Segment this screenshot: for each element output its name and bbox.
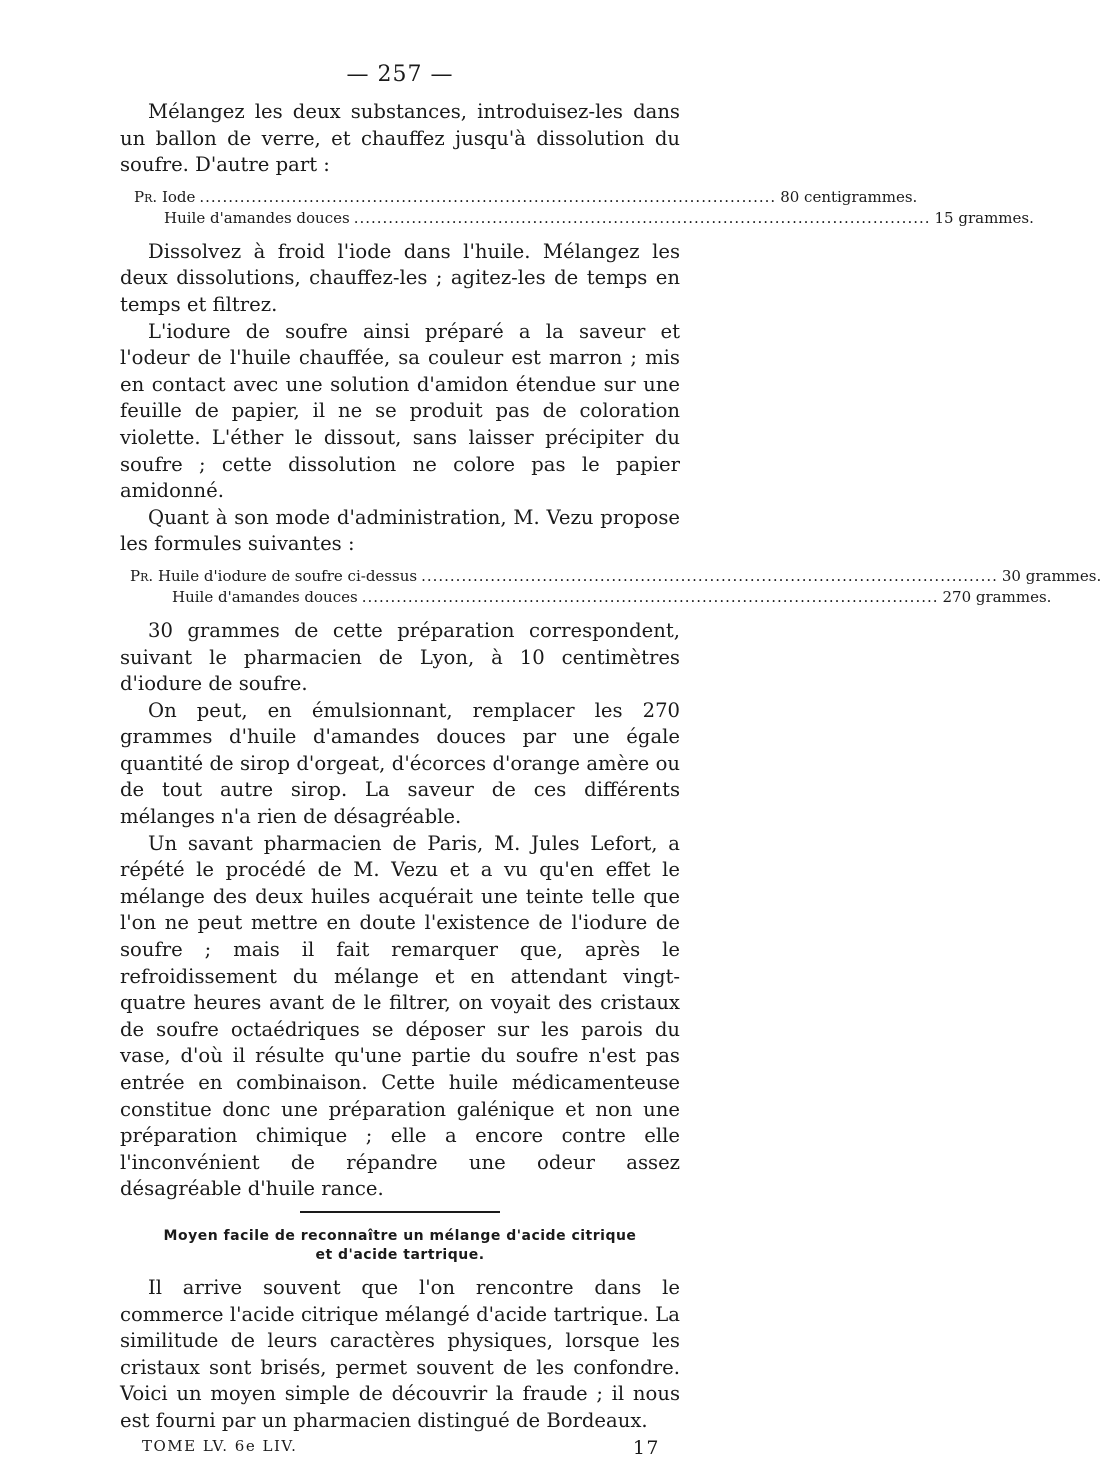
section-divider [300,1211,500,1213]
paragraph-5: 30 grammes de cette préparation correspondent, suivant le pharmacien de Lyon, à 10 centimètres d'iodure de soufre. [120,618,680,696]
recipe-2 [120,566,1101,608]
paragraph-8: Il arrive souvent que l'on rencontre dans le commerce l'acide citrique mélangé d'acide tartrique. La similitude de leurs caractères physiques, lorsque les cristaux sont brisés, permet souvent de les confondre. Voici un moyen simple de découvrir la fraude ; il nous est fourni par un pharmacien distingué de Bordeaux. [120,1275,680,1432]
recipe-1 [120,187,1034,229]
section-title-line-2: et d'acide tartrique. [315,1246,485,1263]
paragraph-1: Mélangez les deux substances, introduisez-les dans un ballon de verre, et chauffez jusqu'à dissolution du soufre. D'autre part : [120,100,680,177]
recipe-1-item-2-qty: 15 grammes. [934,208,1034,227]
recipe-1-item-1-name: Iode [161,187,196,206]
paragraph-3: L'iodure de soufre ainsi préparé a la saveur et l'odeur de l'huile chauffée, sa couleur est marron ; mis en contact avec une solution d'amidon étendue sur une feuille de papier, il ne se produit pas de coloration violette. L'éther le dissout, sans laisser précipiter du soufre ; cette dissolution ne colore pas le papier amidonné. [120,319,680,503]
recipe-1-line-1 [120,187,918,208]
recipe-2-item-2-qty: 270 grammes. [942,587,1052,606]
section-title-line-1: Moyen facile de reconnaître un mélange d'acide citrique [163,1227,637,1244]
paragraph-7: Un savant pharmacien de Paris, M. Jules Lefort, a répété le procédé de M. Vezu et a vu qu'en effet le mélange des deux huiles acquérait une teinte telle que l'on ne peut mettre en doute l'existence de l'iodure de soufre ; mais il fait remarquer que, après le refroidissement du mélange et en attendant vingt-quatre heures avant de le filtrer, on voyait des cristaux de soufre octaédriques se déposer sur les parois du vase, d'où il résulte qu'une partie du soufre n'est pas entrée en combinaison. Cette huile médicamenteuse constitue donc une préparation galénique et non une préparation chimique ; elle a encore contre elle l'inconvénient de répandre une odeur assez désagréable d'huile rance. [120,831,680,1201]
paragraph-6: On peut, en émulsionnant, remplacer les 270 grammes d'huile d'amandes douces par une égale quantité de sirop d'orgeat, d'écorces d'orange amère ou de tout autre sirop. La saveur de ces différents mélanges n'a rien de désagréable. [120,698,680,829]
leader-dots: .................................................................................................... [199,187,777,206]
page-footer [120,1437,680,1459]
recipe-1-prefix: Pr. [134,187,158,206]
recipe-1-item-2-name: Huile d'amandes douces [164,208,350,227]
leader-dots: .................................................................................................... [361,587,939,606]
leader-dots: .................................................................................................... [353,208,931,227]
recipe-2-item-1-qty: 30 grammes. [1001,566,1101,585]
recipe-1-item-1-qty: 80 centigrammes. [780,187,918,206]
paragraph-4: Quant à son mode d'administration, M. Vezu propose les formules suivantes : [120,505,680,556]
recipe-2-prefix: Pr. [130,566,154,585]
recipe-1-line-2 [120,208,1034,229]
recipe-2-line-1 [120,566,1101,587]
section-title [120,1227,680,1265]
recipe-2-item-2-name: Huile d'amandes douces [172,587,358,606]
recipe-2-item-1-name: Huile d'iodure de soufre ci-dessus [157,566,418,585]
paragraph-2: Dissolvez à froid l'iode dans l'huile. Mélangez les deux dissolutions, chauffez-les ; agitez-les de temps en temps et filtrez. [120,239,680,316]
gathering-number: 17 [632,1436,660,1459]
recipe-2-line-2 [120,587,1052,608]
volume-signature: TOME LV. 6e LIV. [142,1436,298,1455]
page-number: — 257 — [346,62,454,87]
leader-dots: .................................................................................................... [421,566,998,585]
